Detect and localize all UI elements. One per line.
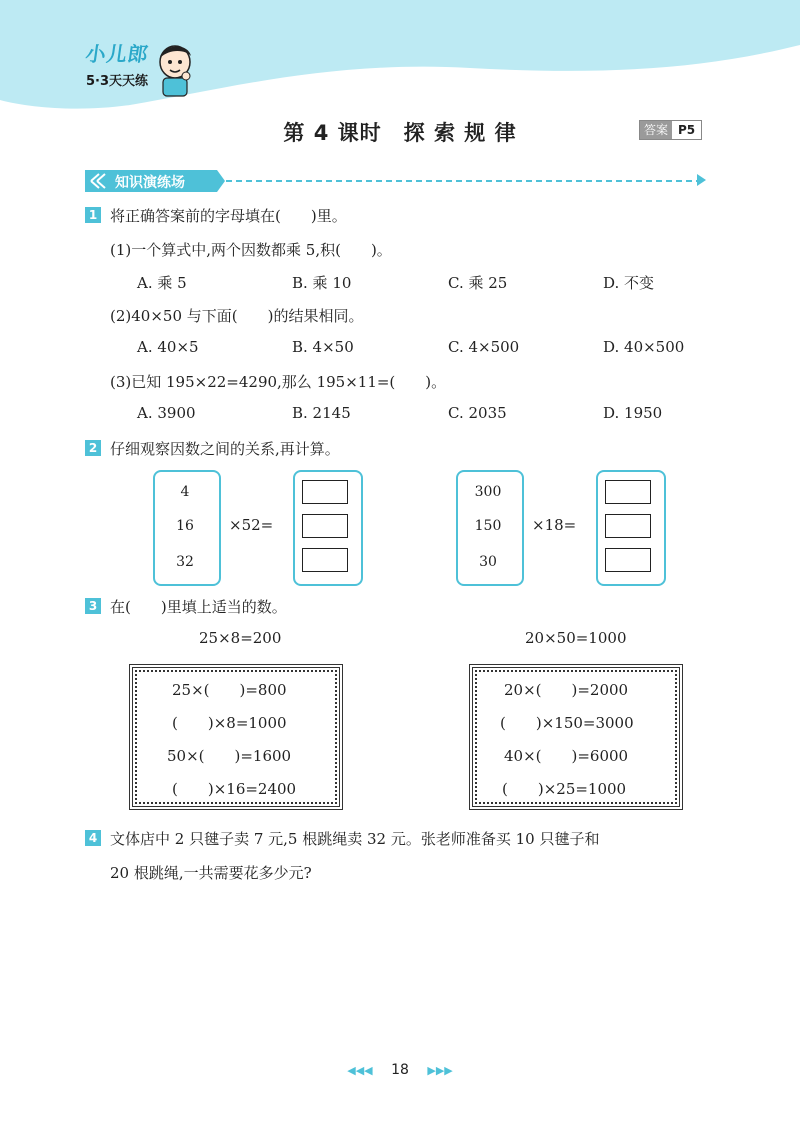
q3-right-line[interactable]: 20×( )=2000 [504,681,629,699]
q2-left-value: 4 [180,484,190,500]
q3-left-line[interactable]: 50×( )=1600 [167,747,292,765]
q3-right-line[interactable]: ( )×150=3000 [500,714,634,732]
q1-sub1-option-a[interactable]: A. 乘 5 [137,274,187,292]
q2-left-answer-input[interactable] [302,548,348,572]
answer-page: P5 [672,121,701,139]
q2-right-answer-input[interactable] [605,480,651,504]
answer-reference [639,120,702,140]
q1-sub1-text: (1)一个算式中,两个因数都乘 5,积( )。 [110,241,392,259]
question-3-number: 3 [85,598,101,614]
section-arrow-icon [697,174,706,186]
q1-sub1-option-b[interactable]: B. 乘 10 [292,274,352,292]
q1-sub3-option-a[interactable]: A. 3900 [137,404,196,422]
q1-sub3-option-c[interactable]: C. 2035 [448,404,507,422]
q2-left-answer-input[interactable] [302,480,348,504]
q3-right-line[interactable]: 40×( )=6000 [504,747,629,765]
logo-title: 小儿郎 [84,42,151,66]
page-number: 18 [391,1062,409,1078]
q2-left-operator: ×52= [229,516,274,534]
q2-left-answer-input[interactable] [302,514,348,538]
q2-right-value: 150 [474,518,502,534]
question-2-stem: 仔细观察因数之间的关系,再计算。 [110,440,340,458]
right-arrows-icon: ▶▶▶ [427,1064,453,1077]
left-arrows-icon: ◀◀◀ [347,1064,373,1077]
q3-left-given: 25×8=200 [199,629,282,647]
logo-subtitle: 5·3天天练 [86,74,149,89]
q1-sub1-option-d[interactable]: D. 不变 [603,274,655,292]
question-1-number: 1 [85,207,101,223]
q1-sub2-option-c[interactable]: C. 4×500 [448,338,520,356]
q3-left-line[interactable]: ( )×16=2400 [172,780,297,798]
q2-right-value: 300 [474,484,502,500]
q1-sub1-option-c[interactable]: C. 乘 25 [448,274,508,292]
question-4-text-line1: 文体店中 2 只毽子卖 7 元,5 根跳绳卖 32 元。张老师准备买 10 只毽子和 [110,830,600,848]
q2-right-answer-input[interactable] [605,548,651,572]
q3-right-line[interactable]: ( )×25=1000 [502,780,627,798]
q2-right-operator: ×18= [532,516,577,534]
q2-right-value: 30 [479,554,497,570]
section-title: 知识演练场 [115,175,185,191]
q1-sub2-option-a[interactable]: A. 40×5 [137,338,199,356]
q1-sub3-option-d[interactable]: D. 1950 [603,404,663,422]
q1-sub3-text: (3)已知 195×22=4290,那么 195×11=( )。 [110,373,447,391]
q3-right-given: 20×50=1000 [525,629,627,647]
mascot-icon [150,40,200,98]
q1-sub3-option-b[interactable]: B. 2145 [292,404,351,422]
q2-left-value: 16 [176,518,194,534]
question-2-number: 2 [85,440,101,456]
question-4-text-line2: 20 根跳绳,一共需要花多少元? [110,864,312,882]
question-1-stem: 将正确答案前的字母填在( )里。 [110,207,347,225]
page-number-footer [0,1062,800,1078]
q2-left-value: 32 [176,554,194,570]
q3-left-line[interactable]: 25×( )=800 [172,681,287,699]
question-3-stem: 在( )里填上适当的数。 [110,598,287,616]
answer-label: 答案 [640,121,672,139]
q2-right-answer-input[interactable] [605,514,651,538]
q3-left-line[interactable]: ( )×8=1000 [172,714,287,732]
section-divider [226,180,702,182]
q1-sub2-text: (2)40×50 与下面( )的结果相同。 [110,307,364,325]
q1-sub2-option-d[interactable]: D. 40×500 [603,338,685,356]
lesson-title: 第 4 课时 探 索 规 律 [283,121,517,145]
q1-sub2-option-b[interactable]: B. 4×50 [292,338,354,356]
question-4-number: 4 [85,830,101,846]
